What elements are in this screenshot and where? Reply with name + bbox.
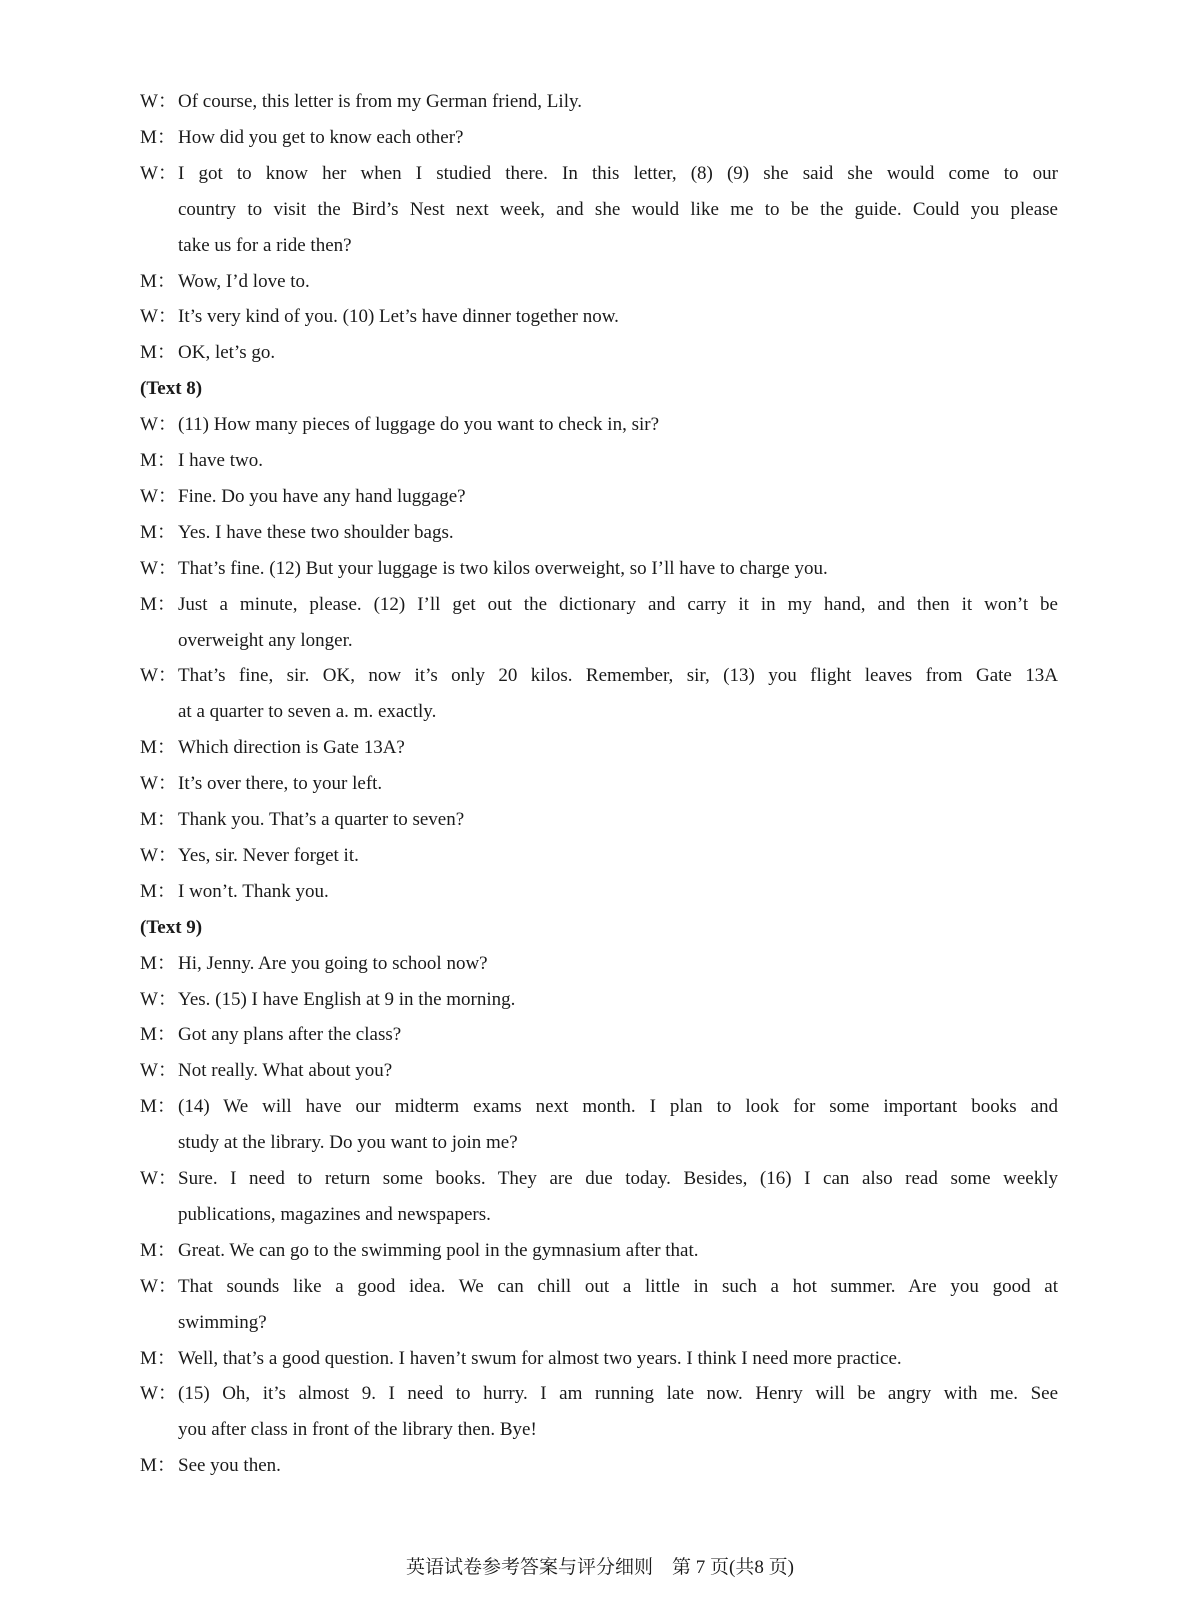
speaker-label: W： — [140, 773, 177, 795]
speaker-label: M： — [140, 1024, 176, 1046]
dialogue-line — [0, 1053, 1200, 1089]
dialogue-text: country to visit the Bird’s Nest next week, and she would like me to be the guide. Could you please — [178, 198, 1058, 220]
dialogue-text: That’s fine. (12) But your luggage is two kilos overweight, so I’ll have to charge you. — [178, 557, 828, 579]
page-footer: 英语试卷参考答案与评分细则 第 7 页(共8 页) — [406, 1557, 794, 1578]
dialogue-line — [0, 982, 1200, 1018]
speaker-label: W： — [140, 1168, 177, 1189]
speaker-label: M： — [140, 521, 176, 543]
dialogue-text: Thank you. That’s a quarter to seven? — [178, 809, 465, 830]
dialogue-text: at a quarter to seven a. m. exactly. — [178, 701, 437, 723]
dialogue-line — [0, 515, 1200, 551]
dialogue-continuation — [0, 1305, 1200, 1341]
dialogue-text: OK, let’s go. — [178, 342, 276, 364]
speaker-label: W： — [140, 306, 177, 328]
speaker-label: M： — [140, 880, 176, 902]
speaker-label: W： — [140, 844, 177, 866]
dialogue-continuation — [0, 1125, 1200, 1161]
dialogue-line — [0, 802, 1200, 838]
dialogue-text: overweight any longer. — [178, 629, 353, 651]
dialogue-text: It’s very kind of you. (10) Let’s have dinner together now. — [178, 306, 619, 328]
speaker-label: M： — [140, 270, 176, 292]
dialogue-line — [0, 766, 1200, 802]
dialogue-line — [0, 84, 1200, 120]
dialogue-line — [0, 407, 1200, 443]
dialogue-text: It’s over there, to your left. — [178, 773, 383, 795]
dialogue-line — [0, 838, 1200, 874]
speaker-label: W： — [140, 162, 177, 184]
dialogue-continuation — [0, 623, 1200, 659]
dialogue-text: I got to know her when I studied there. In this letter, (8) (9) she said she would come to our — [178, 162, 1058, 184]
section-title: (Text 9) — [140, 916, 203, 938]
dialogue-text: Which direction is Gate 13A? — [178, 737, 405, 759]
dialogue-text: (11) How many pieces of luggage do you want to check in, sir? — [178, 414, 660, 436]
dialogue-line — [0, 1376, 1200, 1412]
dialogue-continuation — [0, 1197, 1200, 1233]
dialogue-text: study at the library. Do you want to join me? — [178, 1132, 518, 1154]
dialogue-continuation — [0, 694, 1200, 730]
dialogue-text: Got any plans after the class? — [178, 1024, 402, 1046]
speaker-label: W： — [140, 1383, 177, 1405]
dialogue-text: Not really. What about you? — [178, 1060, 393, 1082]
dialogue-text: That’s fine, sir. OK, now it’s only 20 kilos. Remember, sir, (13) you flight leaves from Gate 13A — [178, 665, 1058, 687]
dialogue-text: Well, that’s a good question. I haven’t swum for almost two years. I think I need more practice. — [178, 1347, 902, 1369]
dialogue-text: I won’t. Thank you. — [178, 880, 329, 902]
dialogue-text: Yes. I have these two shoulder bags. — [178, 521, 454, 543]
speaker-label: M： — [140, 1347, 176, 1369]
dialogue-text: publications, magazines and newspapers. — [178, 1203, 491, 1225]
dialogue-text: take us for a ride then? — [178, 234, 352, 256]
section-title: (Text 8) — [140, 378, 203, 400]
dialogue-continuation — [0, 228, 1200, 264]
dialogue-text: Hi, Jenny. Are you going to school now? — [178, 952, 488, 974]
dialogue-text: swimming? — [178, 1311, 267, 1333]
dialogue-line — [0, 120, 1200, 156]
dialogue-line — [0, 551, 1200, 587]
dialogue-text: Just a minute, please. (12) I’ll get out the dictionary and carry it in my hand, and then it won’t be — [178, 593, 1058, 615]
speaker-label: M： — [140, 342, 176, 364]
dialogue-line — [0, 479, 1200, 515]
speaker-label: W： — [140, 91, 177, 112]
section-heading — [0, 910, 1200, 946]
speaker-label: W： — [140, 557, 177, 579]
dialogue-text: How did you get to know each other? — [178, 126, 464, 148]
dialogue-line — [0, 1161, 1200, 1197]
speaker-label: W： — [140, 665, 177, 687]
dialogue-line — [0, 1448, 1200, 1484]
dialogue-text: (15) Oh, it’s almost 9. I need to hurry. I am running late now. Henry will be angry with me. See — [178, 1383, 1058, 1405]
dialogue-line — [0, 1341, 1200, 1377]
speaker-label: M： — [140, 952, 176, 974]
dialogue-text: (14) We will have our midterm exams next month. I plan to look for some important books and — [178, 1096, 1058, 1118]
dialogue-line — [0, 1269, 1200, 1305]
dialogue-line — [0, 156, 1200, 192]
speaker-label: W： — [140, 485, 177, 507]
dialogue-line — [0, 335, 1200, 371]
dialogue-line — [0, 299, 1200, 335]
dialogue-text: Great. We can go to the swimming pool in the gymnasium after that. — [178, 1239, 699, 1261]
dialogue-line — [0, 1089, 1200, 1125]
dialogue-text: See you then. — [178, 1455, 281, 1477]
dialogue-line — [0, 1233, 1200, 1269]
dialogue-line — [0, 443, 1200, 479]
speaker-label: M： — [140, 1239, 176, 1261]
dialogue-line — [0, 658, 1200, 694]
speaker-label: M： — [140, 126, 176, 148]
dialogue-text: That sounds like a good idea. We can chill out a little in such a hot summer. Are you good at — [178, 1275, 1058, 1297]
section-heading — [0, 371, 1200, 407]
dialogue-text: Of course, this letter is from my German friend, Lily. — [178, 91, 582, 112]
dialogue-text: Yes. (15) I have English at 9 in the morning. — [178, 988, 516, 1010]
dialogue-line — [0, 874, 1200, 910]
dialogue-line — [0, 730, 1200, 766]
speaker-label: M： — [140, 593, 176, 615]
dialogue-text: you after class in front of the library then. Bye! — [178, 1419, 537, 1441]
dialogue-line — [0, 264, 1200, 300]
speaker-label: W： — [140, 414, 177, 436]
dialogue-line — [0, 587, 1200, 623]
speaker-label: M： — [140, 737, 176, 759]
dialogue-continuation — [0, 192, 1200, 228]
speaker-label: M： — [140, 450, 176, 471]
dialogue-text: Fine. Do you have any hand luggage? — [178, 485, 466, 507]
speaker-label: W： — [140, 1275, 177, 1297]
dialogue-text: Wow, I’d love to. — [178, 270, 310, 292]
dialogue-line — [0, 946, 1200, 982]
speaker-label: M： — [140, 1096, 176, 1118]
speaker-label: W： — [140, 1060, 177, 1082]
dialogue-text: Sure. I need to return some books. They are due today. Besides, (16) I can also read some weekly — [178, 1168, 1058, 1189]
dialogue-line — [0, 1017, 1200, 1053]
dialogue-continuation — [0, 1412, 1200, 1448]
dialogue-text: I have two. — [178, 450, 263, 471]
speaker-label: W： — [140, 988, 177, 1010]
speaker-label: M： — [140, 1455, 176, 1477]
dialogue-text: Yes, sir. Never forget it. — [178, 844, 359, 866]
speaker-label: M： — [140, 809, 176, 830]
